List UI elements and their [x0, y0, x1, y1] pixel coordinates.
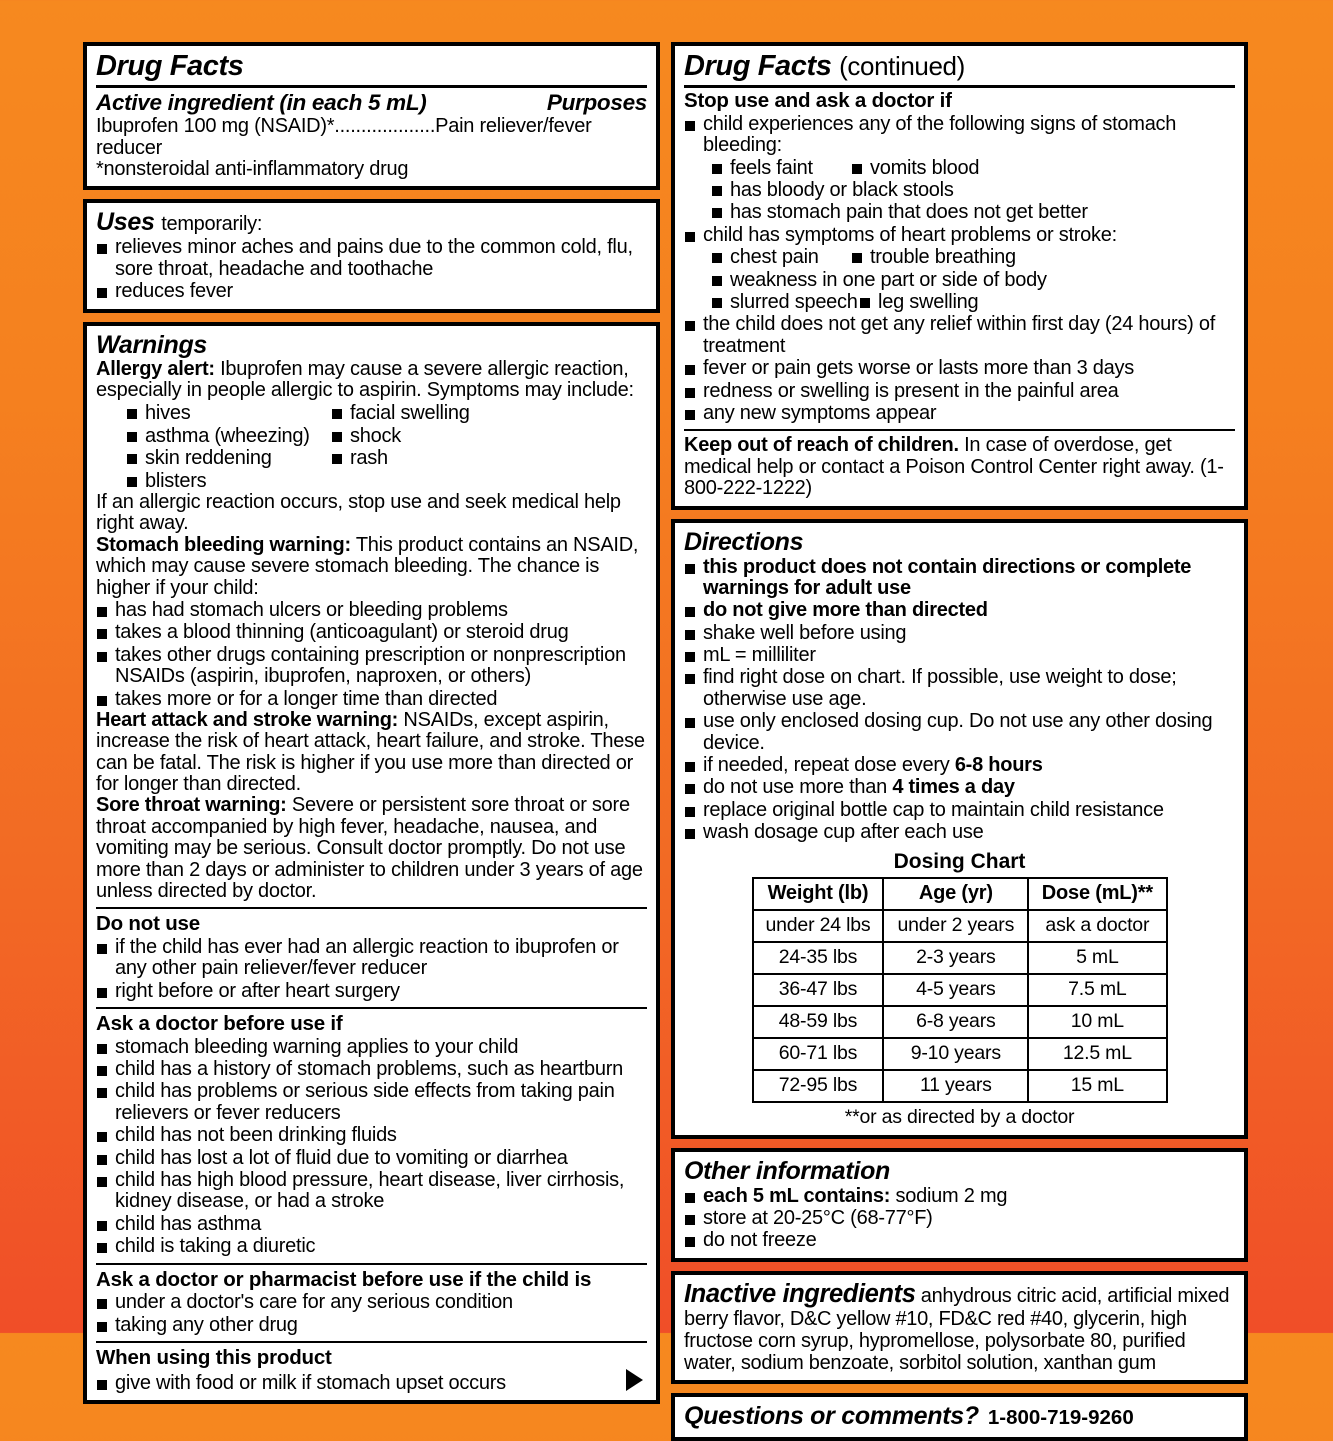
- when-using-row: [96, 1369, 647, 1394]
- allergy-symptom: asthma (wheezing): [126, 425, 331, 447]
- sore-throat-label: Sore throat warning:: [96, 794, 287, 817]
- table-row: [753, 1070, 1167, 1102]
- ask-pharmacist-heading: Ask a doctor or pharmacist before use if the child is: [96, 1267, 592, 1291]
- stomach-bleeding-paragraph: [96, 535, 647, 599]
- allergy-symptom: skin reddening: [126, 447, 331, 469]
- list-item: this product does not contain directions or complete warnings for adult use: [684, 557, 1235, 600]
- ingredient-footnote: *nonsteroidal anti-inflammatory drug: [96, 158, 409, 181]
- direction-emphasis: 4 times a day: [892, 776, 1015, 799]
- other-info-text: sodium 2 mg: [890, 1184, 1008, 1207]
- page-title-text: Drug Facts: [684, 50, 832, 82]
- list-item: [126, 425, 647, 447]
- when-using-heading: When using this product: [96, 1345, 332, 1369]
- list-item: child is taking a diuretic: [96, 1236, 647, 1257]
- panel-uses: [83, 199, 660, 312]
- column-header-dose: Dose (mL)**: [1028, 878, 1166, 910]
- cell-weight: 36-47 lbs: [753, 974, 884, 1006]
- list-item: child has asthma: [96, 1214, 647, 1235]
- panel-other-information: [671, 1148, 1248, 1262]
- sore-throat-paragraph: [96, 795, 647, 902]
- allergy-alert-label: Allergy alert:: [96, 357, 215, 380]
- list-item: child has lost a lot of fluid due to vomiting or diarrhea: [96, 1148, 647, 1169]
- cell-dose: 5 mL: [1028, 942, 1166, 974]
- direction-text: if needed, repeat dose every: [703, 754, 955, 777]
- divider: [96, 85, 647, 88]
- do-not-use-heading: Do not use: [96, 912, 200, 936]
- panel-inactive-ingredients: [671, 1271, 1248, 1384]
- column-header-weight: Weight (lb): [753, 878, 884, 910]
- dosing-chart-footnote: **or as directed by a doctor: [844, 1105, 1075, 1128]
- cell-age: 9-10 years: [883, 1038, 1028, 1070]
- list-item: [684, 755, 1235, 776]
- list-item: child has problems or serious side effects from taking pain relievers or fever reducers: [96, 1081, 647, 1124]
- heart-attack-text: NSAIDs, except aspirin, increase the risk of heart attack, heart failure, and stroke. These can be fatal. The risk is higher if you use more than directed or for longer than directed.: [96, 708, 645, 796]
- allergy-alert-text: Ibuprofen may cause a severe allergic reaction, especially in people allergic to aspirin. Symptoms may include:: [96, 357, 634, 402]
- stop-use-list-3: [684, 314, 1235, 424]
- list-item: wash dosage cup after each use: [684, 822, 1235, 843]
- symptom: chest pain: [711, 246, 851, 268]
- sign: has stomach pain that does not get better: [711, 201, 1088, 223]
- panel-directions: [671, 519, 1248, 1139]
- cell-dose: 12.5 mL: [1028, 1038, 1166, 1070]
- symptom: weakness in one part or side of body: [711, 269, 1047, 291]
- list-item: [711, 291, 1235, 313]
- cell-weight: under 24 lbs: [753, 910, 884, 942]
- cell-dose: ask a doctor: [1028, 910, 1166, 942]
- cell-weight: 72-95 lbs: [753, 1070, 884, 1102]
- symptom: leg swelling: [859, 291, 978, 313]
- list-item: give with food or milk if stomach upset occurs: [96, 1373, 506, 1394]
- list-item: redness or swelling is present in the painful area: [684, 381, 1235, 402]
- divider: [96, 907, 647, 909]
- list-item: child has high blood pressure, heart disease, liver cirrhosis, kidney disease, or had a stroke: [96, 1170, 647, 1213]
- table-row: [753, 942, 1167, 974]
- allergy-alert-paragraph: [96, 359, 647, 402]
- list-item: [711, 179, 1235, 201]
- panel-drug-facts-header: [83, 42, 660, 190]
- uses-heading-text: Uses: [96, 208, 155, 237]
- dosing-chart-title: Dosing Chart: [893, 849, 1026, 873]
- uses-heading: [96, 208, 647, 236]
- list-item: store at 20-25°C (68-77°F): [684, 1208, 1235, 1229]
- list-item: right before or after heart surgery: [96, 981, 647, 1002]
- ingredient-line: Ibuprofen 100 mg (NSAID)*...................Pain reliever/fever reducer: [96, 115, 592, 159]
- list-item: shake well before using: [684, 623, 1235, 644]
- cell-weight: 48-59 lbs: [753, 1006, 884, 1038]
- warnings-heading: Warnings: [96, 330, 208, 359]
- heart-attack-label: Heart attack and stroke warning:: [96, 708, 399, 731]
- list-item: [126, 470, 647, 492]
- divider: [96, 1263, 647, 1265]
- panel-warnings: [83, 322, 660, 1405]
- list-item: takes other drugs containing prescription or nonprescription NSAIDs (aspirin, ibuprofen, naproxen, or others): [96, 645, 647, 688]
- table-row: [753, 910, 1167, 942]
- keep-out-label: Keep out of reach of children.: [684, 434, 959, 457]
- ask-pharmacist-list: [96, 1292, 647, 1336]
- cell-dose: 10 mL: [1028, 1006, 1166, 1038]
- heart-stroke-symptoms-list: [711, 246, 1235, 313]
- list-item: [126, 447, 647, 469]
- questions-row: [684, 1402, 1235, 1431]
- list-item: child experiences any of the following signs of stomach bleeding:: [684, 114, 1235, 157]
- list-item: do not give more than directed: [684, 600, 1235, 621]
- table-row: [753, 1006, 1167, 1038]
- inactive-ingredients-text: anhydrous citric acid, artificial mixed berry flavor, D&C yellow #10, FD&C red #40, glycerin, high fructose corn syrup, hypromellose, polysorbate 80, purified water, sodium benzoate, sorbitol solution, xanthan gum: [684, 1284, 1230, 1374]
- list-item: [711, 157, 1235, 179]
- list-item: replace original bottle cap to maintain child resistance: [684, 800, 1235, 821]
- symptom: trouble breathing: [851, 246, 1016, 268]
- list-item: [711, 246, 1235, 268]
- table-header-row: [753, 878, 1167, 910]
- directions-list: [684, 557, 1235, 844]
- left-column: [83, 42, 660, 1395]
- continued-label: (continued): [839, 51, 965, 81]
- stop-use-heading: Stop use and ask a doctor if: [684, 89, 952, 113]
- allergy-symptom: blisters: [126, 470, 331, 492]
- uses-subheading: temporarily:: [161, 213, 263, 236]
- cell-weight: 24-35 lbs: [753, 942, 884, 974]
- keep-out-of-reach-paragraph: [684, 435, 1235, 499]
- allergy-closing-text: If an allergic reaction occurs, stop use and seek medical help right away.: [96, 491, 621, 535]
- directions-heading: Directions: [684, 527, 804, 556]
- list-item: takes more or for a longer time than directed: [96, 689, 647, 710]
- divider: [96, 1007, 647, 1009]
- sore-throat-text: Severe or persistent sore throat or sore throat accompanied by high fever, headache, nausea, and vomiting may be serious. Consult doctor promptly. Do not use more than 2 days or administer to children under 3 years of age unless directed by doctor.: [96, 794, 643, 903]
- stomach-bleeding-list: [96, 600, 647, 710]
- allergy-symptom: facial swelling: [331, 402, 470, 424]
- panel-questions: [671, 1393, 1248, 1441]
- symptom: slurred speech: [711, 291, 859, 313]
- list-item: child has a history of stomach problems, such as heartburn: [96, 1059, 647, 1080]
- cell-age: 11 years: [883, 1070, 1028, 1102]
- list-item: find right dose on chart. If possible, use weight to dose; otherwise use age.: [684, 667, 1235, 710]
- list-item: [711, 201, 1235, 223]
- list-item: under a doctor's care for any serious condition: [96, 1292, 647, 1313]
- sign: has bloody or black stools: [711, 179, 954, 201]
- when-using-list: [96, 1372, 506, 1394]
- divider: [684, 85, 1235, 88]
- list-item: [711, 269, 1235, 291]
- page-title-continued: [684, 51, 1235, 82]
- active-ingredient-heading: Active ingredient (in each 5 mL): [96, 90, 427, 116]
- list-item: [684, 1186, 1235, 1207]
- dosing-chart-table: [752, 877, 1168, 1103]
- allergy-symptom: rash: [331, 447, 388, 469]
- divider: [684, 429, 1235, 431]
- list-item: child has not been drinking fluids: [96, 1125, 647, 1146]
- other-information-heading: Other information: [684, 1156, 891, 1185]
- keep-out-text: In case of overdose, get medical help or contact a Poison Control Center right away. (1-800-222-1222): [684, 434, 1224, 500]
- cell-dose: 15 mL: [1028, 1070, 1166, 1102]
- direction-text: do not use more than: [703, 776, 893, 799]
- allergy-symptoms-list: [126, 402, 647, 492]
- page-title: Drug Facts: [96, 50, 244, 82]
- ask-doctor-list: [96, 1037, 647, 1258]
- ask-doctor-heading: Ask a doctor before use if: [96, 1012, 343, 1036]
- inactive-ingredients-heading: Inactive ingredients: [684, 1279, 916, 1308]
- column-header-age: Age (yr): [883, 878, 1028, 910]
- panel-stop-use: [671, 42, 1248, 510]
- list-item: reduces fever: [96, 281, 647, 302]
- other-info-label: each 5 mL contains:: [703, 1184, 891, 1207]
- list-item: stomach bleeding warning applies to your child: [96, 1037, 647, 1058]
- list-item: taking any other drug: [96, 1315, 647, 1336]
- sign: feels faint: [711, 157, 851, 179]
- heart-attack-paragraph: [96, 710, 647, 796]
- other-information-list: [684, 1186, 1235, 1252]
- stop-use-list: [684, 114, 1235, 157]
- cell-dose: 7.5 mL: [1028, 974, 1166, 1006]
- right-column: [671, 42, 1248, 1430]
- list-item: mL = milliliter: [684, 645, 1235, 666]
- allergy-symptom: hives: [126, 402, 331, 424]
- table-row: [753, 1038, 1167, 1070]
- list-item: any new symptoms appear: [684, 403, 1235, 424]
- inactive-ingredients-block: [684, 1280, 1235, 1374]
- cell-age: 4-5 years: [883, 974, 1028, 1006]
- active-ingredient-header-row: [96, 90, 647, 116]
- cell-age: under 2 years: [883, 910, 1028, 942]
- list-item: use only enclosed dosing cup. Do not use any other dosing device.: [684, 711, 1235, 754]
- list-item: relieves minor aches and pains due to the common cold, flu, sore throat, headache and toothache: [96, 237, 647, 280]
- list-item: child has symptoms of heart problems or stroke:: [684, 225, 1235, 246]
- allergy-symptom: shock: [331, 425, 401, 447]
- cell-age: 2-3 years: [883, 942, 1028, 974]
- list-item: do not freeze: [684, 1230, 1235, 1251]
- right-triangle-icon: [626, 1369, 643, 1391]
- cell-age: 6-8 years: [883, 1006, 1028, 1038]
- list-item: [684, 777, 1235, 798]
- uses-list: [96, 237, 647, 302]
- drug-facts-label: [83, 42, 1248, 1430]
- stop-use-list-2: [684, 225, 1235, 246]
- table-row: [753, 974, 1167, 1006]
- list-item: fever or pain gets worse or lasts more than 3 days: [684, 358, 1235, 379]
- list-item: the child does not get any relief within first day (24 hours) of treatment: [684, 314, 1235, 357]
- list-item: if the child has ever had an allergic reaction to ibuprofen or any other pain reliever/fever reducer: [96, 937, 647, 980]
- direction-emphasis: 6-8 hours: [954, 754, 1043, 777]
- purposes-heading: Purposes: [546, 90, 647, 116]
- questions-heading: Questions or comments?: [684, 1401, 979, 1430]
- stomach-bleeding-text: This product contains an NSAID, which may cause severe stomach bleeding. The chance is higher if your child:: [96, 533, 639, 599]
- stomach-bleeding-label: Stomach bleeding warning:: [96, 533, 351, 556]
- questions-phone-number: 1-800-719-9260: [987, 1405, 1134, 1429]
- sign: vomits blood: [851, 157, 979, 179]
- list-item: takes a blood thinning (anticoagulant) or steroid drug: [96, 622, 647, 643]
- stomach-bleeding-signs-list: [711, 157, 1235, 224]
- do-not-use-list: [96, 937, 647, 1002]
- list-item: [126, 402, 647, 424]
- list-item: has had stomach ulcers or bleeding problems: [96, 600, 647, 621]
- divider: [96, 1341, 647, 1343]
- cell-weight: 60-71 lbs: [753, 1038, 884, 1070]
